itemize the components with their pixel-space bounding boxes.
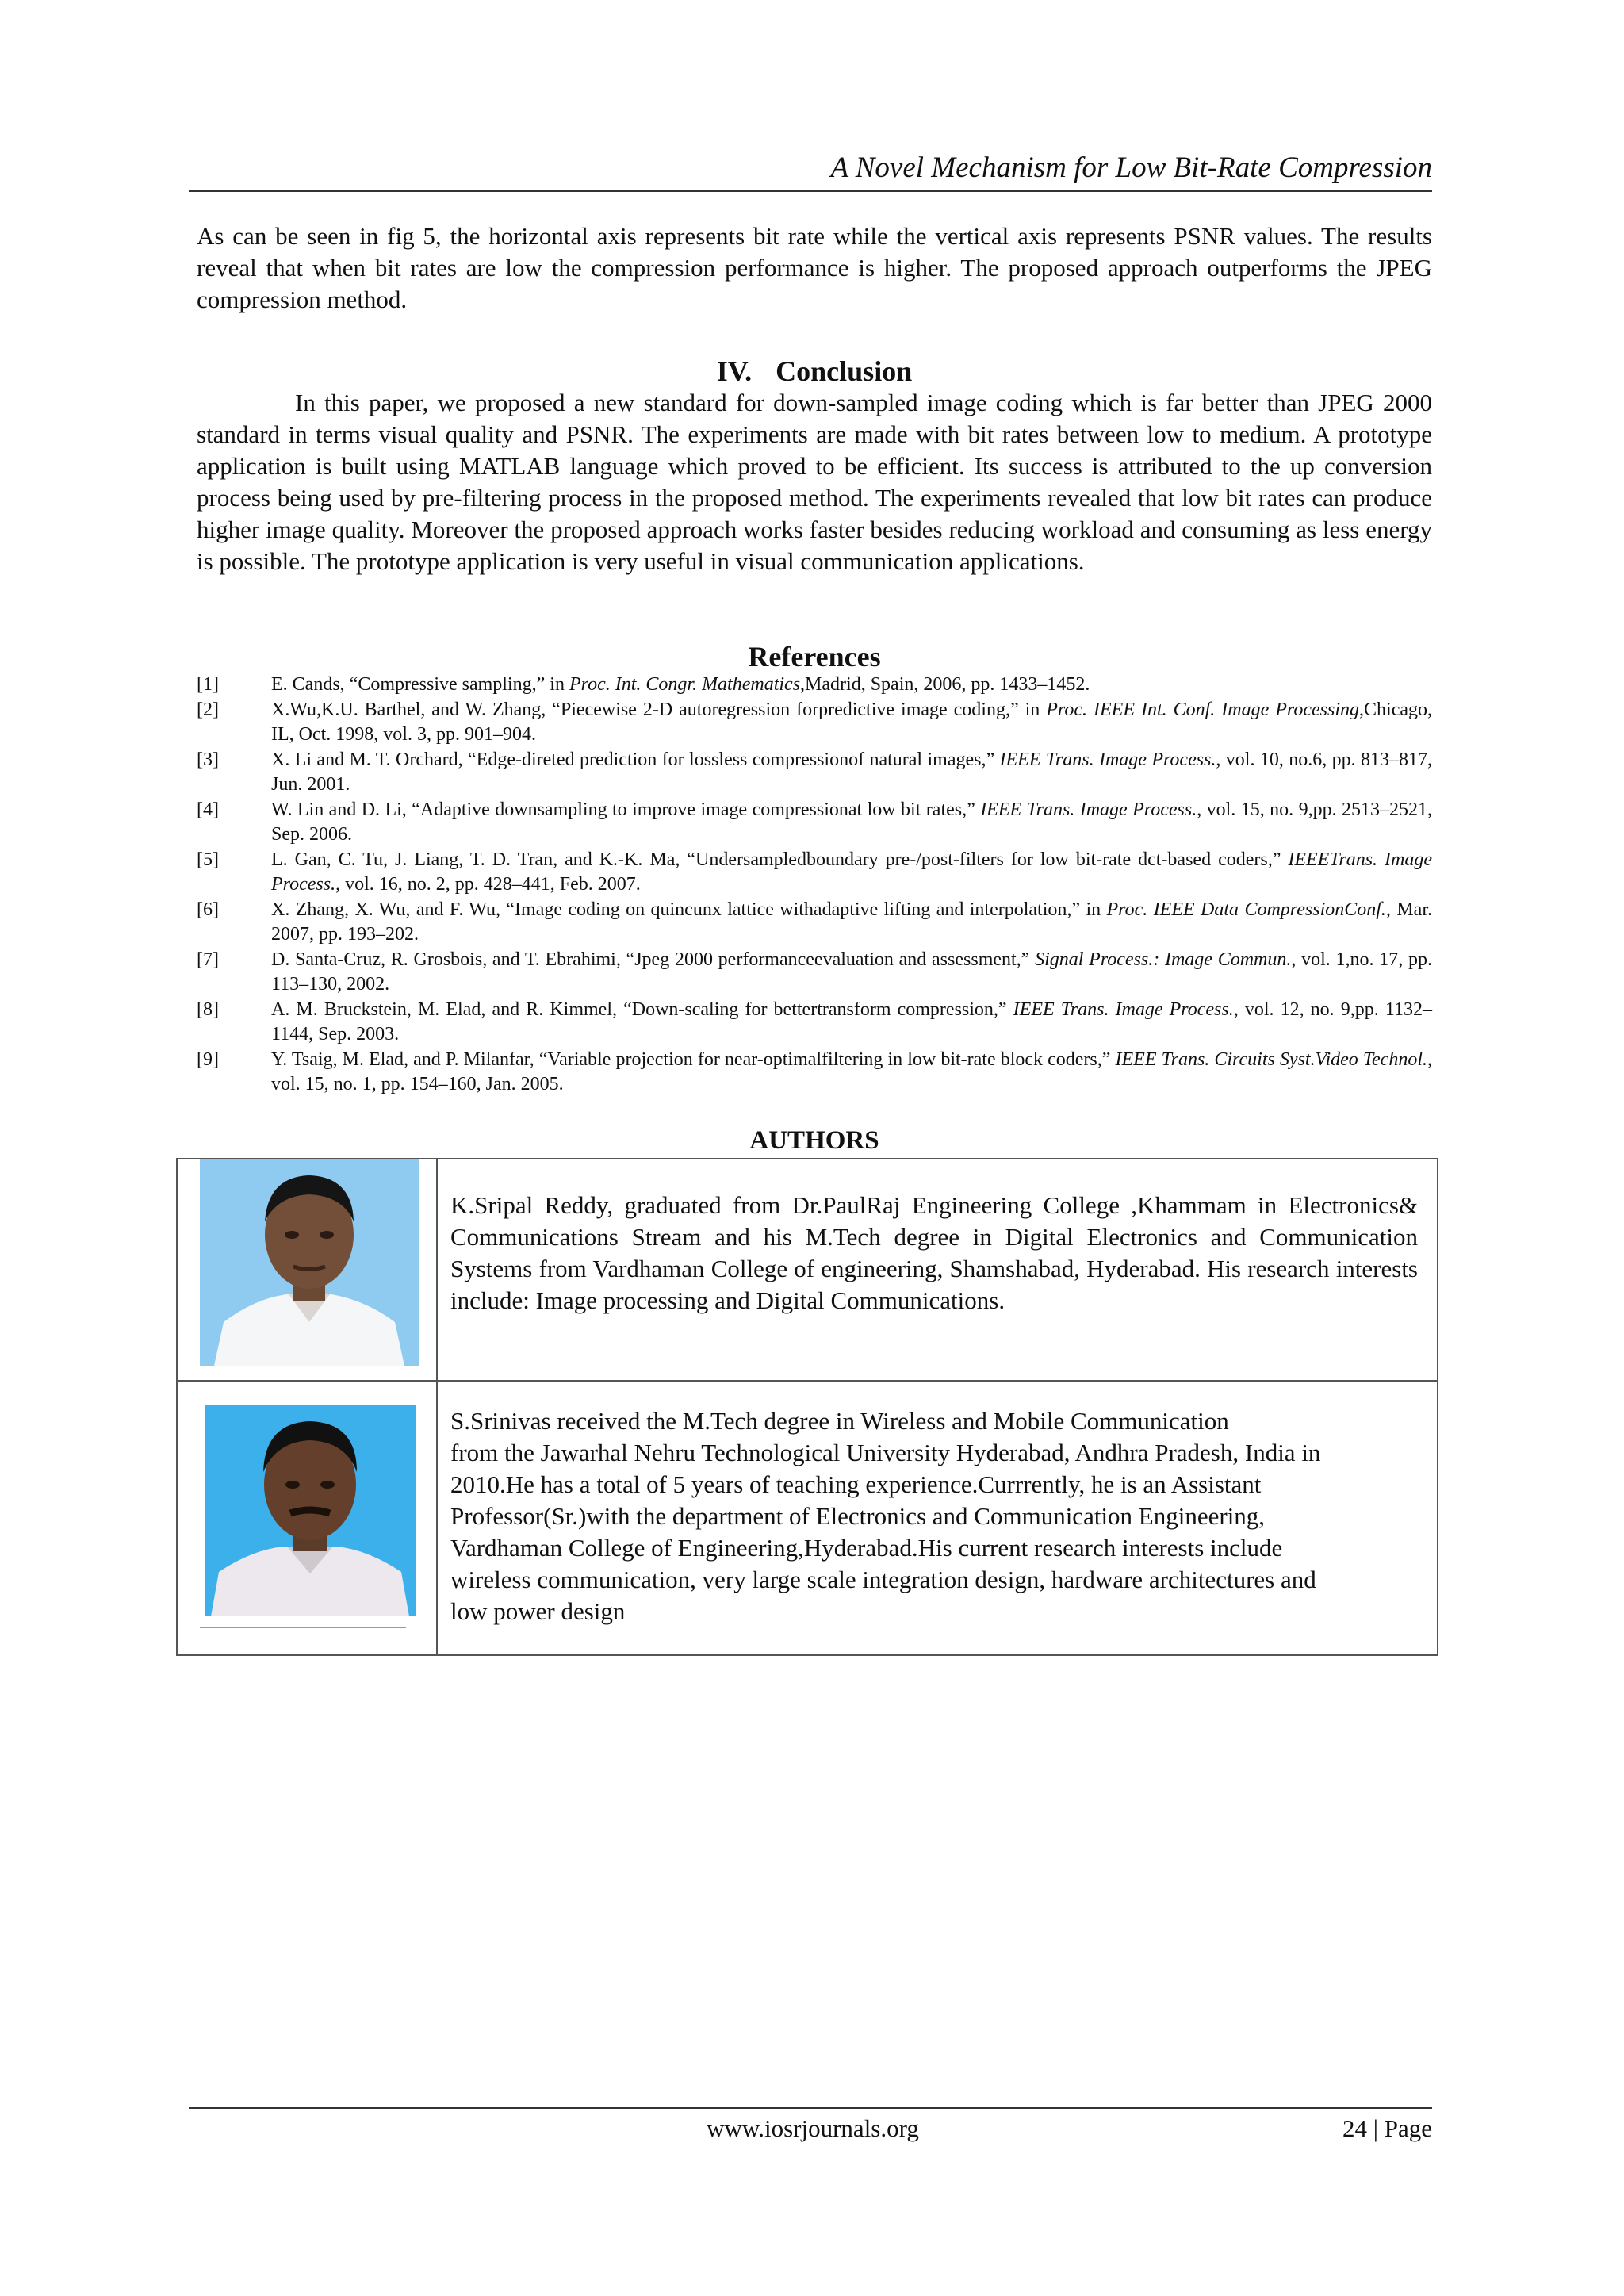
conclusion-heading: [197, 354, 1432, 389]
reference-item: [197, 698, 1432, 747]
photo-underline: [200, 1627, 406, 1628]
reference-number: [2]: [197, 700, 219, 720]
reference-text: A. M. Bruckstein, M. Elad, and R. Kimmel, “Down-scaling for bettertransform compression,” IEEE Trans. Image Process., vol. 12, no. 9,pp. 1132–1144, Sep. 2003.: [271, 999, 1432, 1045]
reference-item: [197, 1048, 1432, 1097]
author-bio: S.Srinivas received the M.Tech degree in Wireless and Mobile Communication from the Jawarhal Nehru Technological University Hyderabad, Andhra Pradesh, India in 2010.He has a total of 5 years of teaching experience.Currrently, he is an Assistant Professor(Sr.)with the department of Electronics and Communication Engineering, Vardhaman College of Engineering,Hyderabad.His current research interests include wireless communication, very large scale integration design, hardware architectures and low power design: [450, 1407, 1321, 1625]
reference-number: [1]: [197, 674, 219, 695]
reference-item: [197, 673, 1432, 697]
reference-number: [3]: [197, 749, 219, 770]
author-row: [178, 1382, 1437, 1654]
reference-text: E. Cands, “Compressive sampling,” in Proc. Int. Congr. Mathematics,Madrid, Spain, 2006, pp. 1433–1452.: [271, 674, 1090, 695]
reference-item: [197, 948, 1432, 997]
author-photo: [200, 1159, 419, 1366]
reference-item: [197, 798, 1432, 847]
reference-text: Y. Tsaig, M. Elad, and P. Milanfar, “Variable projection for near-optimalfiltering in low bit-rate block coders,” IEEE Trans. Circuits Syst.Video Technol., vol. 15, no. 1, pp. 154–160, Jan. 2005.: [271, 1049, 1432, 1094]
reference-text: W. Lin and D. Li, “Adaptive downsampling to improve image compressionat low bit rates,” IEEE Trans. Image Process., vol. 15, no. 9,pp. 2513–2521, Sep. 2006.: [271, 799, 1433, 845]
section-title: Conclusion: [776, 355, 913, 387]
author-photo-cell: [178, 1382, 438, 1654]
reference-item: [197, 848, 1432, 897]
reference-number: [9]: [197, 1049, 219, 1070]
author-row: [178, 1159, 1437, 1382]
section-number: IV.: [716, 355, 753, 387]
footer-url: www.iosrjournals.org: [707, 2114, 919, 2142]
reference-text: X. Zhang, X. Wu, and F. Wu, “Image coding on quincunx lattice withadaptive lifting and interpolation,” in Proc. IEEE Data CompressionConf., Mar. 2007, pp. 193–202.: [271, 899, 1432, 945]
reference-number: [7]: [197, 949, 219, 970]
author-photo-cell: [178, 1159, 438, 1380]
reference-number: [6]: [197, 899, 219, 920]
authors-heading: AUTHORS: [749, 1126, 879, 1155]
reference-number: [5]: [197, 849, 219, 870]
intro-paragraph: As can be seen in fig 5, the horizontal axis represents bit rate while the vertical axis represents PSNR values. The results reveal that when bit rates are low the compression performance is higher. The proposed approach outperforms the JPEG compression method.: [197, 222, 1432, 313]
footer-page-number: 24 | Page: [1342, 2114, 1432, 2142]
reference-list: [197, 673, 1432, 1098]
reference-text: L. Gan, C. Tu, J. Liang, T. D. Tran, and K.-K. Ma, “Undersampledboundary pre-/post-filters for low bit-rate dct-based coders,” IEEETrans. Image Process., vol. 16, no. 2, pp. 428–441, Feb. 2007.: [271, 849, 1433, 895]
author-photo: [205, 1405, 416, 1616]
reference-number: [4]: [197, 799, 219, 820]
references-heading: References: [748, 641, 881, 673]
reference-item: [197, 898, 1432, 947]
authors-table: [176, 1158, 1438, 1656]
conclusion-paragraph: In this paper, we proposed a new standard for down-sampled image coding which is far better than JPEG 2000 standard in terms visual quality and PSNR. The experiments are made with bit rates between low to medium. A prototype application is built using MATLAB language which proved to be efficient. Its success is attributed to the up conversion process being used by pre-filtering process in the proposed method. The experiments revealed that low bit rates can produce higher image quality. Moreover the proposed approach works faster besides reducing workload and consuming as less energy is possible. The prototype application is very useful in visual communication applications.: [197, 389, 1432, 575]
reference-text: X. Li and M. T. Orchard, “Edge-direted prediction for lossless compressionof natural images,” IEEE Trans. Image Process., vol. 10, no.6, pp. 813–817, Jun. 2001.: [271, 749, 1433, 795]
reference-item: [197, 748, 1432, 797]
reference-text: D. Santa-Cruz, R. Grosbois, and T. Ebrahimi, “Jpeg 2000 performanceevaluation and assessment,” Signal Process.: Image Commun., vol. 1,no. 17, pp. 113–130, 2002.: [271, 949, 1433, 995]
header-rule: [189, 190, 1432, 192]
running-header: A Novel Mechanism for Low Bit-Rate Compression: [830, 151, 1432, 184]
reference-item: [197, 998, 1432, 1047]
footer-rule: [189, 2107, 1432, 2109]
author-bio: K.Sripal Reddy, graduated from Dr.PaulRaj Engineering College ,Khammam in Electronics& Communications Stream and his M.Tech degree in Digital Electronics and Communication Systems from Vardhaman College of engineering, Shamshabad, Hyderabad. His research interests include: Image processing and Digital Communications.: [450, 1191, 1418, 1314]
reference-number: [8]: [197, 999, 219, 1020]
reference-text: X.Wu,K.U. Barthel, and W. Zhang, “Piecewise 2-D autoregression forpredictive image coding,” in Proc. IEEE Int. Conf. Image Processing,Chicago, IL, Oct. 1998, vol. 3, pp. 901–904.: [271, 700, 1432, 745]
